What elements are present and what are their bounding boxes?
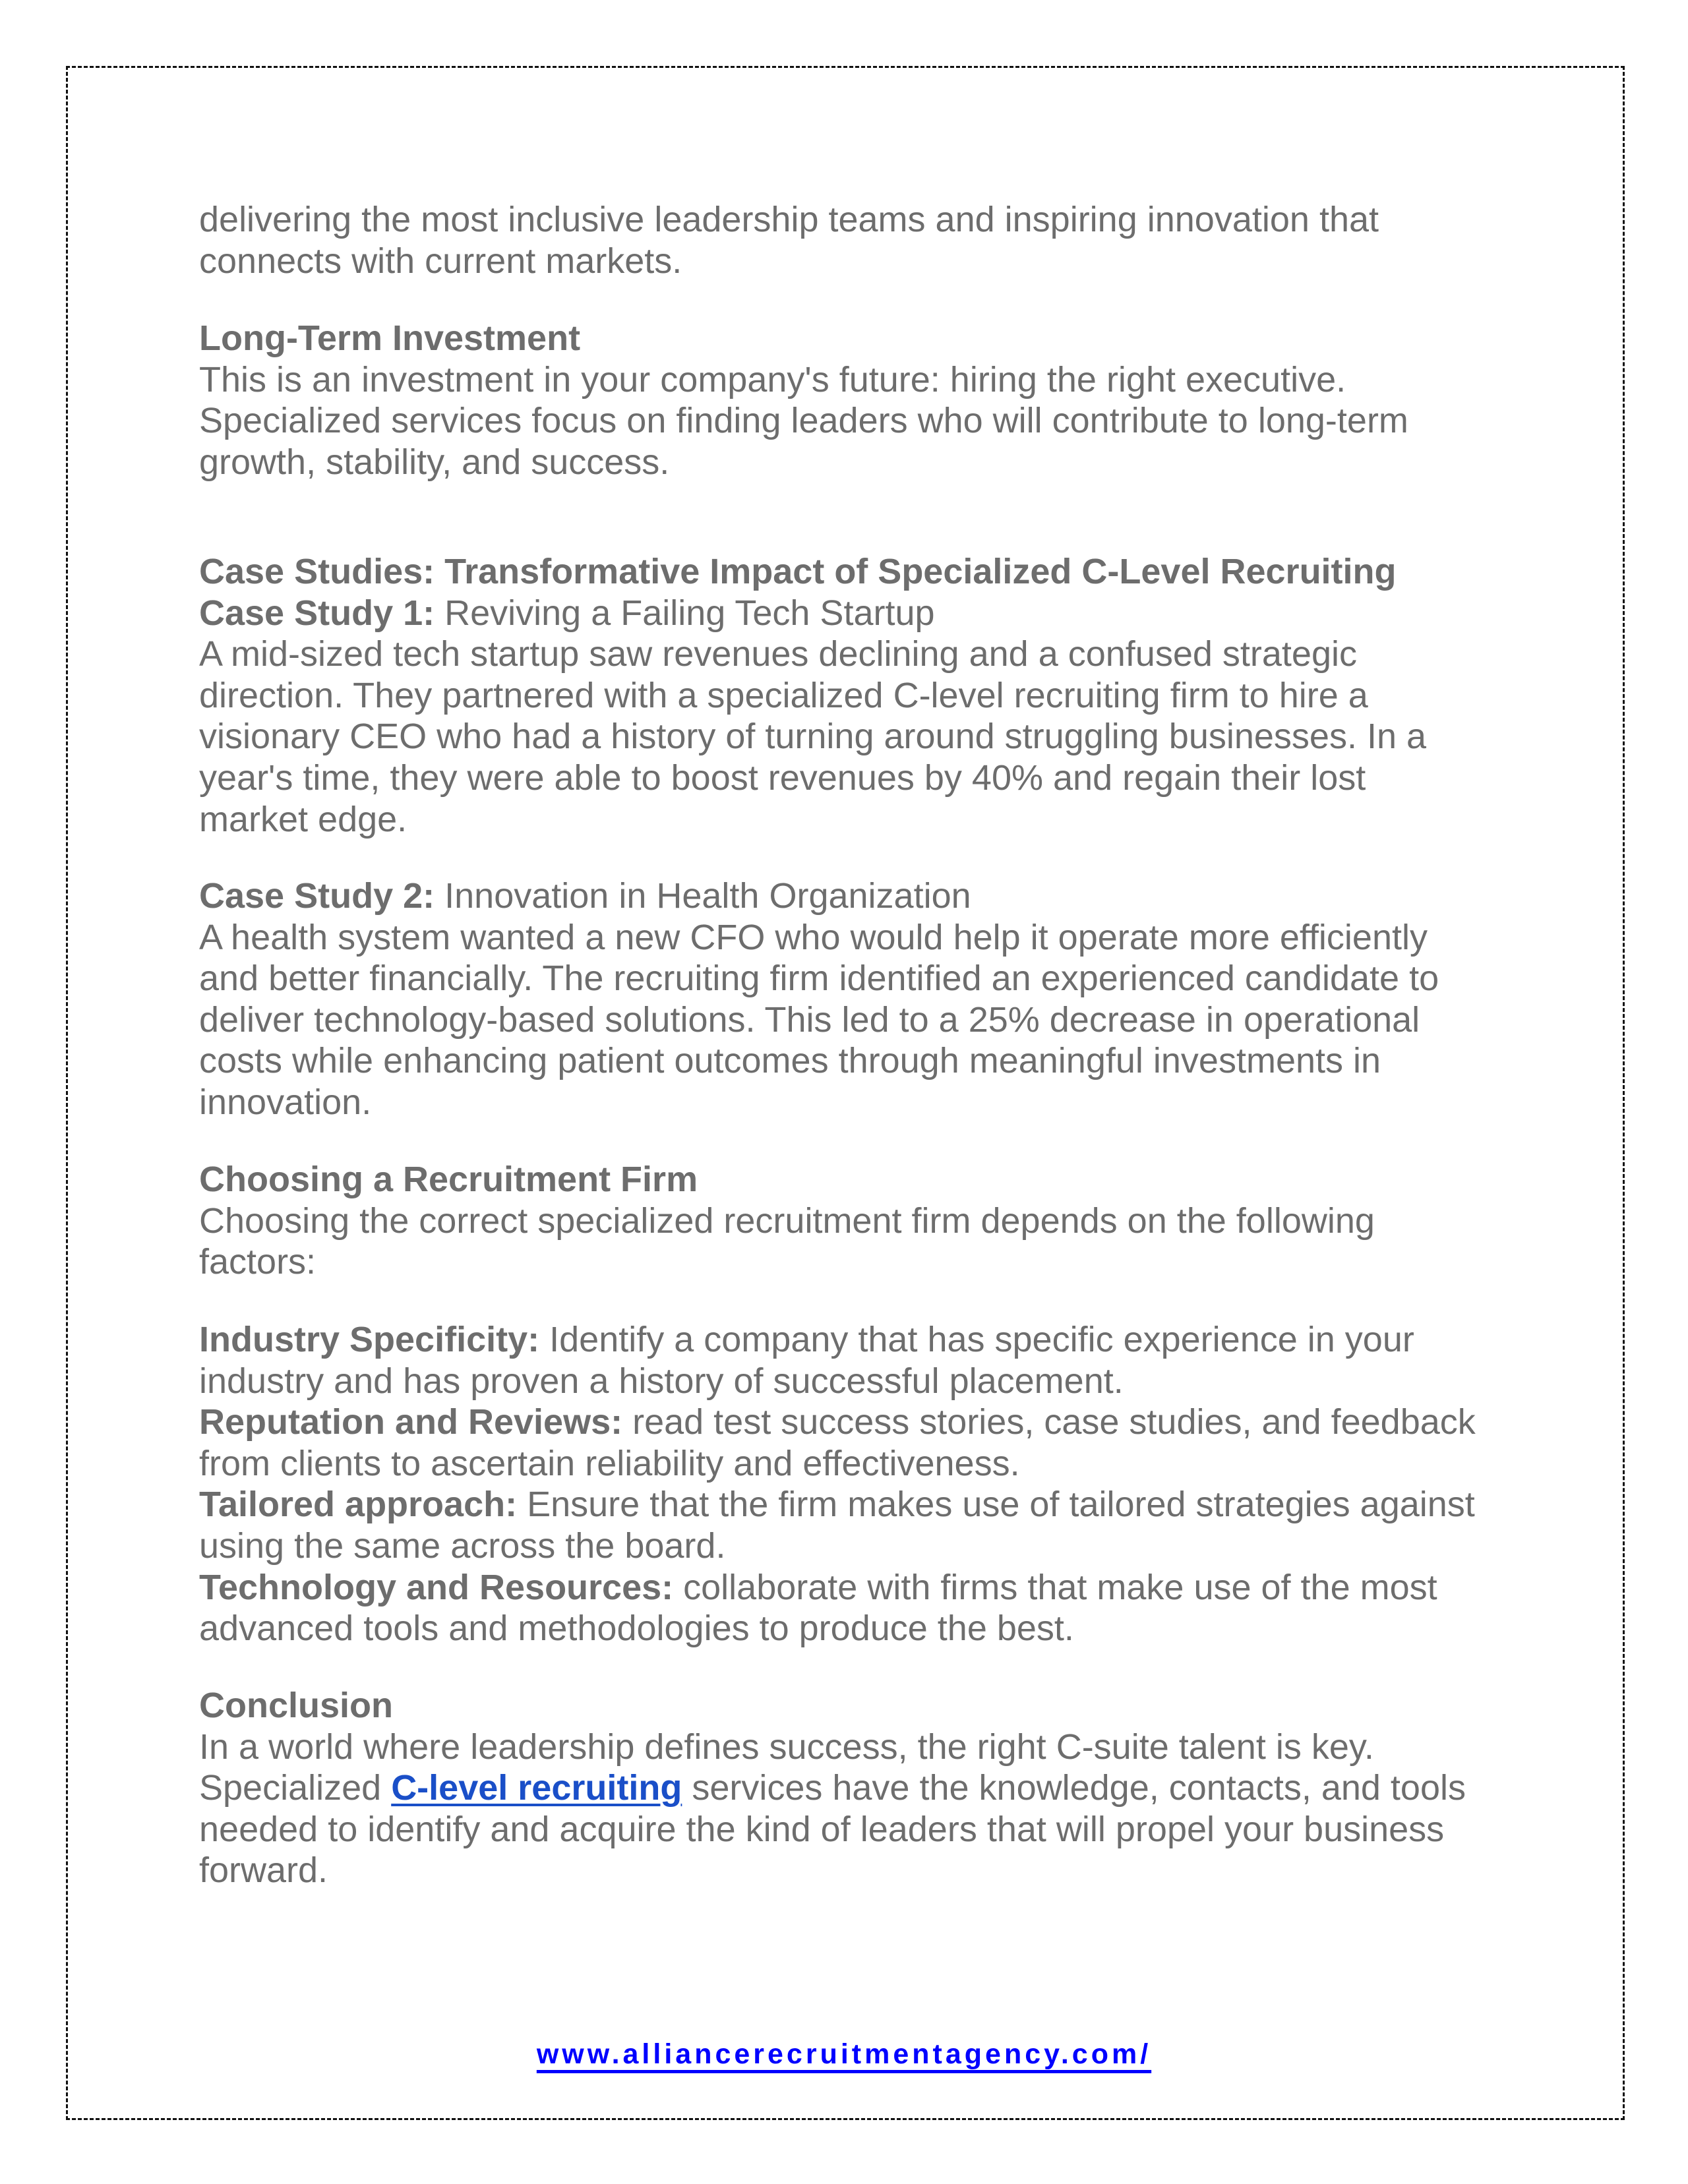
choosing-firm-section bbox=[199, 1159, 1584, 1283]
factor-text: read test success stories, case studies, and feedback bbox=[622, 1402, 1476, 1442]
paragraph-line-with-link bbox=[199, 1767, 1584, 1809]
footer-website-link[interactable] bbox=[537, 2038, 1151, 2070]
paragraph-line: In a world where leadership defines success, the right C-suite talent is key. bbox=[199, 1727, 1374, 1767]
factor-text-continued: using the same across the board. bbox=[199, 1525, 726, 1566]
paragraph-line: visionary CEO who had a history of turning around struggling businesses. In a bbox=[199, 717, 1427, 757]
text-after-link: services have the knowledge, contacts, and tools bbox=[682, 1768, 1466, 1808]
text-before-link: Specialized bbox=[199, 1768, 392, 1808]
paragraph-line: direction. They partnered with a specialized C-level recruiting firm to hire a bbox=[199, 675, 1368, 715]
section-heading: Case Studies: Transformative Impact of Specialized C-Level Recruiting bbox=[199, 552, 1397, 591]
paragraph-line: needed to identify and acquire the kind of leaders that will propel your business bbox=[199, 1809, 1445, 1849]
paragraph-line: delivering the most inclusive leadership teams and inspiring innovation that bbox=[199, 200, 1379, 239]
paragraph-line: Specialized services focus on finding leaders who will contribute to long-term bbox=[199, 401, 1408, 441]
paragraph-line: Choosing the correct specialized recruitment firm depends on the following bbox=[199, 1200, 1375, 1241]
factor-label: Tailored approach: bbox=[199, 1485, 518, 1525]
case-studies-section bbox=[199, 551, 1584, 840]
intro-paragraph bbox=[199, 199, 1584, 281]
paragraph-line: costs while enhancing patient outcomes through meaningful investments in bbox=[199, 1041, 1381, 1081]
case-study-2-section bbox=[199, 875, 1584, 1123]
paragraph-line: growth, stability, and success. bbox=[199, 442, 670, 482]
factor-item-tailored-approach bbox=[199, 1484, 1584, 1525]
factor-item-technology-resources bbox=[199, 1567, 1584, 1608]
paragraph-line: year's time, they were able to boost revenues by 40% and regain their lost bbox=[199, 757, 1366, 798]
case-study-1-title-line bbox=[199, 593, 1584, 634]
footer-url-text: www.alliancerecruitmentagency.com/ bbox=[536, 2038, 1152, 2070]
paragraph-line: and better financially. The recruiting firm identified an experienced candidate to bbox=[199, 959, 1439, 999]
case-study-label: Case Study 2: bbox=[199, 876, 435, 916]
c-level-recruiting-link[interactable]: C-level recruiting bbox=[391, 1768, 682, 1808]
paragraph-line: connects with current markets. bbox=[199, 241, 682, 281]
factor-text: Identify a company that has specific experience in your bbox=[539, 1320, 1414, 1359]
long-term-investment-section bbox=[199, 318, 1584, 483]
factors-list bbox=[199, 1319, 1584, 1649]
paragraph-line: This is an investment in your company's future: hiring the right executive. bbox=[199, 359, 1346, 399]
footer bbox=[0, 2036, 1688, 2073]
paragraph-line: deliver technology-based solutions. This led to a 25% decrease in operational bbox=[199, 999, 1420, 1040]
section-heading: Conclusion bbox=[199, 1686, 393, 1725]
paragraph-line: market edge. bbox=[199, 799, 407, 839]
factor-text-continued: from clients to ascertain reliability and effectiveness. bbox=[199, 1443, 1020, 1483]
case-study-2-title-line bbox=[199, 875, 1584, 917]
paragraph-line: A mid-sized tech startup saw revenues declining and a confused strategic bbox=[199, 634, 1357, 674]
section-heading: Choosing a Recruitment Firm bbox=[199, 1160, 698, 1199]
factor-text-continued: industry and has proven a history of successful placement. bbox=[199, 1361, 1124, 1401]
conclusion-section bbox=[199, 1685, 1584, 1891]
factor-item-reputation-reviews bbox=[199, 1402, 1584, 1443]
paragraph-line: forward. bbox=[199, 1850, 328, 1891]
section-heading: Long-Term Investment bbox=[199, 318, 581, 358]
factor-text: collaborate with firms that make use of the most bbox=[673, 1567, 1437, 1607]
case-study-title: Innovation in Health Organization bbox=[435, 876, 971, 916]
paragraph-line: innovation. bbox=[199, 1082, 372, 1122]
case-study-label: Case Study 1: bbox=[199, 593, 435, 633]
paragraph-line: factors: bbox=[199, 1242, 316, 1282]
case-study-title: Reviving a Failing Tech Startup bbox=[435, 593, 935, 633]
factor-text-continued: advanced tools and methodologies to produce the best. bbox=[199, 1608, 1074, 1649]
factor-label: Technology and Resources: bbox=[199, 1567, 674, 1607]
factor-label: Reputation and Reviews: bbox=[199, 1402, 623, 1442]
factor-label: Industry Specificity: bbox=[199, 1320, 540, 1359]
factor-item-industry-specificity bbox=[199, 1319, 1584, 1361]
paragraph-line: A health system wanted a new CFO who would help it operate more efficiently bbox=[199, 917, 1428, 957]
factor-text: Ensure that the firm makes use of tailored strategies against bbox=[517, 1485, 1475, 1525]
